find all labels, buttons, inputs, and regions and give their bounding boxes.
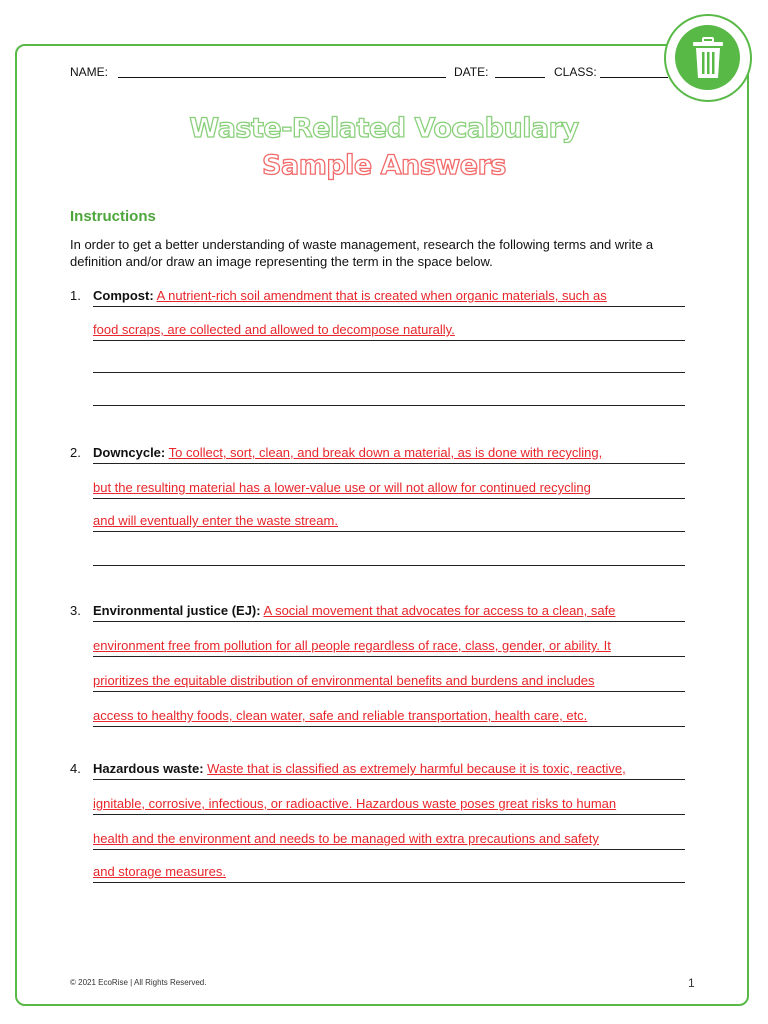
answer-text: environment free from pollution for all people regardless of race, class, gender, or ability. It	[93, 638, 611, 653]
class-blank[interactable]	[600, 77, 668, 78]
item-number: 1.	[70, 288, 81, 303]
name-label: NAME:	[70, 65, 109, 79]
answer-line[interactable]	[93, 545, 685, 566]
answer-line[interactable]	[93, 352, 685, 373]
item-number: 4.	[70, 761, 81, 776]
term-label: Compost:	[93, 288, 154, 303]
answer-line[interactable]	[93, 706, 685, 727]
item-number: 2.	[70, 445, 81, 460]
trash-badge	[664, 14, 752, 102]
name-blank[interactable]	[118, 77, 446, 78]
answer-line[interactable]	[93, 794, 685, 815]
instructions-heading: Instructions	[70, 208, 156, 225]
answer-line[interactable]	[93, 759, 685, 780]
answer-text: and will eventually enter the waste stream.	[93, 513, 338, 528]
page-number: 1	[688, 976, 695, 990]
student-info-header	[70, 62, 690, 86]
answer-line[interactable]	[93, 601, 685, 622]
answer-text: A social movement that advocates for access to a clean, safe	[263, 603, 616, 618]
answer-line[interactable]	[93, 443, 685, 464]
answer-line[interactable]	[93, 478, 685, 499]
term-label: Hazardous waste:	[93, 761, 204, 776]
answer-line[interactable]	[93, 862, 685, 883]
class-label: CLASS:	[554, 65, 597, 79]
date-blank[interactable]	[495, 77, 545, 78]
page-title: Waste-Related Vocabulary	[189, 113, 579, 144]
answer-text: health and the environment and needs to be managed with extra precautions and safety	[93, 831, 599, 846]
answer-text: A nutrient-rich soil amendment that is created when organic materials, such as	[156, 288, 607, 303]
answer-text: food scraps, are collected and allowed to decompose naturally.	[93, 322, 455, 337]
answer-text: To collect, sort, clean, and break down a material, as is done with recycling,	[168, 445, 603, 460]
answer-text: Waste that is classified as extremely harmful because it is toxic, reactive,	[207, 761, 626, 776]
page-subtitle: Sample Answers	[262, 150, 506, 181]
term-label: Environmental justice (EJ):	[93, 603, 261, 618]
item-number: 3.	[70, 603, 81, 618]
answer-line[interactable]	[93, 671, 685, 692]
answer-line[interactable]	[93, 320, 685, 341]
answer-line[interactable]	[93, 286, 685, 307]
instructions-text: In order to get a better understanding of waste management, research the following terms and write a definition and/or draw an image representing the term in the space below.	[70, 237, 654, 269]
copyright-notice: © 2021 EcoRise | All Rights Reserved.	[70, 978, 207, 987]
answer-line[interactable]	[93, 511, 685, 532]
trash-can-icon	[691, 37, 725, 79]
answer-text: and storage measures.	[93, 864, 226, 879]
date-label: DATE:	[454, 65, 489, 79]
answer-text: access to healthy foods, clean water, safe and reliable transportation, health care, etc.	[93, 708, 588, 723]
answer-text: prioritizes the equitable distribution of environmental benefits and burdens and includes	[93, 673, 595, 688]
answer-line[interactable]	[93, 385, 685, 406]
term-label: Downcycle:	[93, 445, 166, 460]
answer-line[interactable]	[93, 636, 685, 657]
answer-text: but the resulting material has a lower-value use or will not allow for continued recycling	[93, 480, 591, 495]
answer-text: ignitable, corrosive, infectious, or radioactive. Hazardous waste poses great risks to human	[93, 796, 617, 811]
answer-line[interactable]	[93, 829, 685, 850]
